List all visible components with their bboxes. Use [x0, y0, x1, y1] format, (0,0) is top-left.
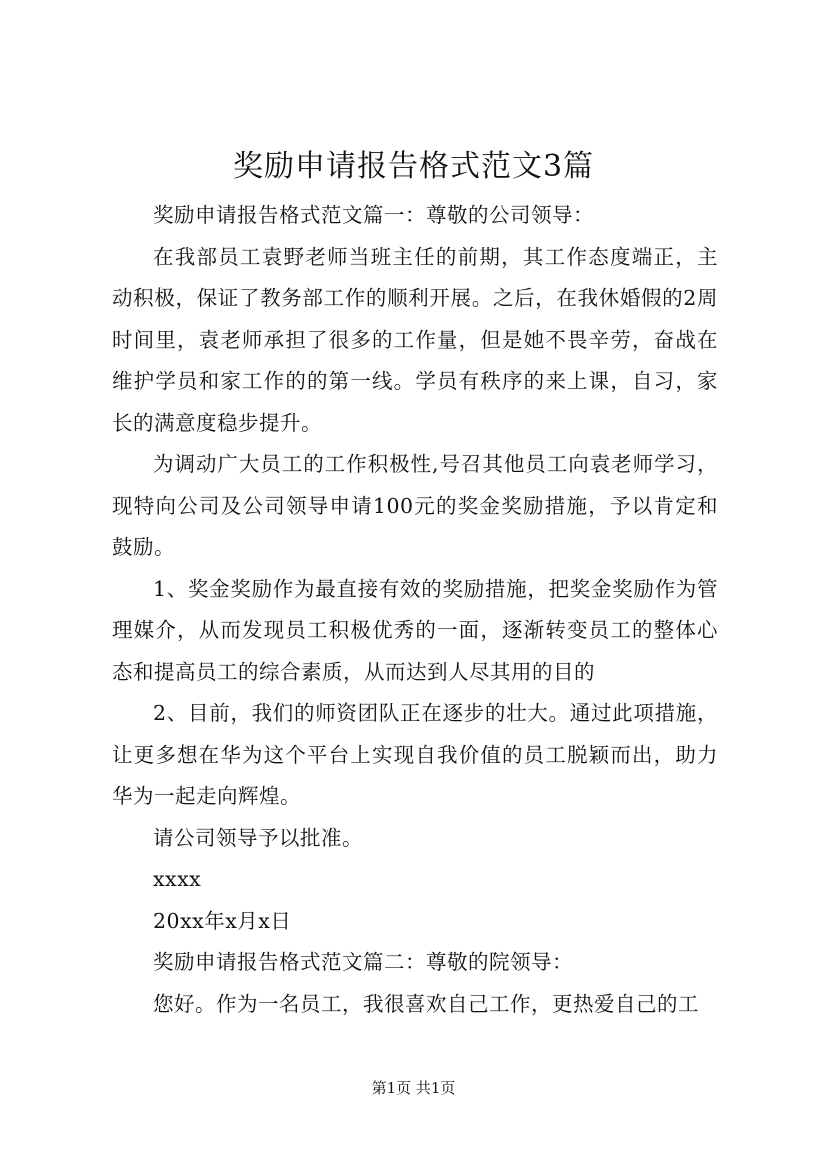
page-number-footer: 第1页 共1页	[371, 1079, 456, 1097]
paragraph-item-1: 1、奖金奖励作为最直接有效的奖励措施，把奖金奖励作为管理媒介，从而发现员工积极优秀的一面，逐渐转变员工的整体心态和提高员工的综合素质，从而达到人尽其用的目的	[112, 576, 718, 684]
paragraph-body-3: 您好。作为一名员工，我很喜欢自己工作，更热爱自己的工	[153, 991, 699, 1016]
paragraph-request: 请公司领导予以批准。	[153, 825, 363, 850]
document-title: 奖励申请报告格式范文3篇	[232, 149, 595, 184]
document-body	[112, 195, 718, 1025]
paragraph-date: 20xx年x月x日	[153, 908, 292, 933]
paragraph-signature: xxxx	[153, 867, 202, 891]
paragraph-body-2: 为调动广大员工的工作积极性,号召其他员工向袁老师学习，现特向公司及公司领导申请100元的奖金奖励措施，予以肯定和鼓励。	[112, 452, 718, 559]
paragraph-item-2: 2、目前，我们的师资团队正在逐步的壮大。通过此项措施，让更多想在华为这个平台上实现自我价值的员工脱颖而出，助力华为一起走向辉煌。	[112, 701, 718, 808]
paragraph-heading-1: 奖励申请报告格式范文篇一：尊敬的公司领导：	[153, 203, 594, 227]
paragraph-heading-2: 奖励申请报告格式范文篇二：尊敬的院领导：	[153, 950, 573, 974]
paragraph-body-1: 在我部员工袁野老师当班主任的前期，其工作态度端正，主动积极，保证了教务部工作的顺利开展。之后，在我休婚假的2周时间里，袁老师承担了很多的工作量，但是她不畏辛劳，奋战在维护学员和家工作的的第一线。学员有秩序的来上课，自习，家长的满意度稳步提升。	[112, 244, 718, 435]
